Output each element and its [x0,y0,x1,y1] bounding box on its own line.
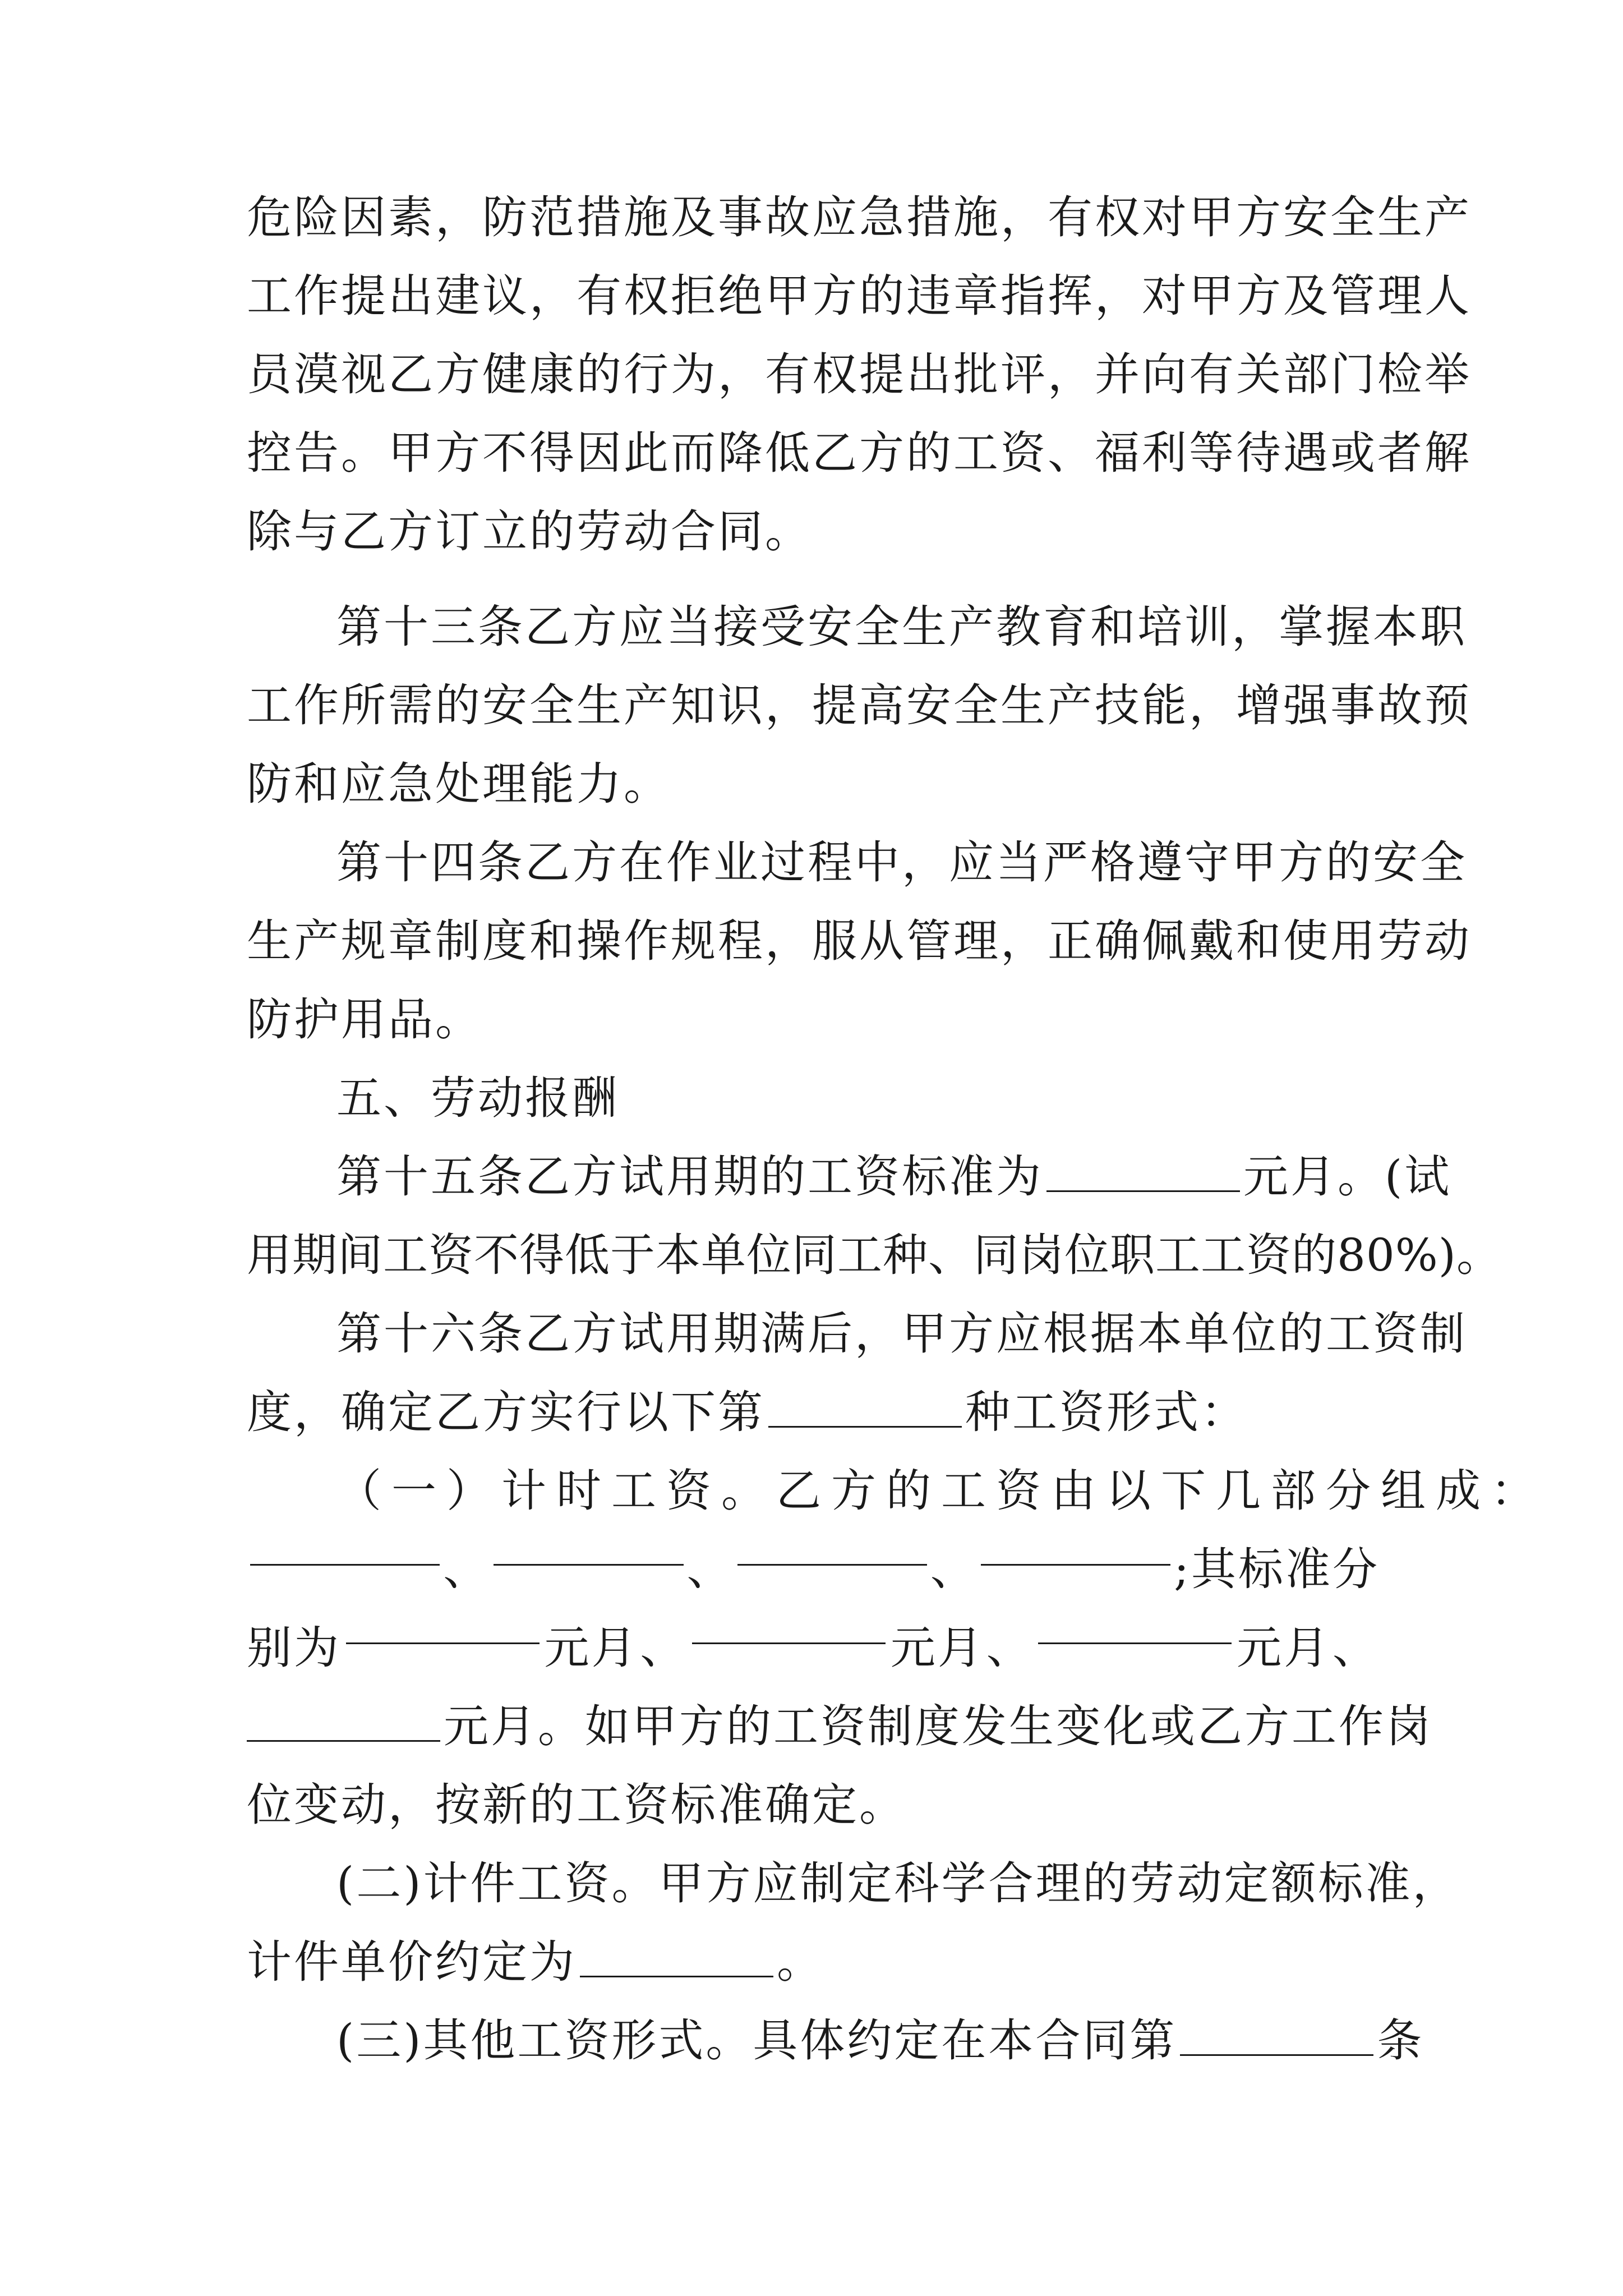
glyph: 挥 [1048,270,1095,322]
glyph: 守 [1184,836,1232,889]
glyph: ， [765,915,812,967]
glyph: 安 [1373,836,1420,889]
glyph: 教 [996,601,1043,653]
glyph: 定 [1224,1857,1271,1910]
glyph: 产 [1048,679,1095,731]
glyph: 方 [1236,270,1283,322]
glyph: 过 [760,836,808,889]
glyph: 福 [1095,427,1142,479]
glyph: 应 [619,601,666,653]
glyph: 计 [423,1857,471,1910]
glyph: 指 [1000,270,1048,322]
glyph: 高 [859,679,906,731]
glyph: 识 [718,679,765,731]
glyph: 方 [572,601,619,653]
glyph: 产 [949,601,996,653]
glyph: 规 [671,915,718,967]
glyph: ， [435,191,482,243]
glyph: 规 [341,915,388,967]
glyph: 权 [624,270,671,322]
glyph: 资 [564,1857,612,1910]
glyph: 合 [988,1857,1036,1910]
text-line [247,666,1472,745]
glyph: 安 [1283,191,1330,243]
text-line: 防护用品。 [247,993,482,1046]
glyph: 的 [577,348,624,401]
glyph: 全 [1330,191,1377,243]
glyph: 等 [1189,427,1236,479]
blank-field[interactable] [1038,1609,1232,1644]
glyph: 甲 [1189,191,1236,243]
glyph: 对 [1142,270,1189,322]
glyph: 三 [431,601,478,653]
glyph: 程 [718,915,765,967]
text-line [247,178,1472,257]
glyph: 范 [529,191,577,243]
blank-field[interactable] [247,1706,440,1742]
glyph: 理 [1377,270,1424,322]
glyph: 技 [1095,679,1142,731]
glyph: 的 [1326,836,1373,889]
glyph: 检 [1377,348,1424,401]
glyph: ， [1232,601,1279,653]
glyph: 人 [1424,270,1472,322]
glyph: ， [1000,191,1048,243]
glyph: 第 [336,1308,384,1360]
glyph: 据 [1090,1308,1137,1360]
glyph: 告 [294,427,341,479]
glyph: 生 [247,915,294,967]
glyph: 事 [1330,679,1377,731]
glyph: 职 [1420,601,1467,653]
glyph: 为 [671,348,718,401]
glyph: 条 [478,601,525,653]
glyph: 业 [713,836,760,889]
glyph: ， [1412,1857,1460,1910]
text-line [247,257,1472,335]
glyph: 培 [1137,601,1184,653]
glyph: 能 [1142,679,1189,731]
glyph: 控 [247,427,294,479]
glyph: 乙 [812,427,859,479]
glyph: ， [855,1308,902,1360]
glyph: 所 [341,679,388,731]
glyph: 而 [671,427,718,479]
section-heading: 五、劳动报酬 [336,1072,619,1124]
article-13 [336,588,1467,666]
glyph: 漠 [294,348,341,401]
glyph: 有 [577,270,624,322]
glyph: 生 [902,601,949,653]
glyph: 不 [482,427,529,479]
glyph: 应 [996,1308,1043,1360]
glyph: 章 [953,270,1000,322]
glyph: 标 [1318,1857,1366,1910]
glyph: 事 [718,191,765,243]
glyph: 全 [953,679,1000,731]
glyph: 程 [808,836,855,889]
glyph: 险 [294,191,341,243]
glyph: 门 [1330,348,1377,401]
glyph: 制 [800,1857,847,1910]
blank-field[interactable] [981,1530,1170,1566]
glyph: 满 [760,1308,808,1360]
glyph: 科 [894,1857,942,1910]
text-line: 防和应急处理能力。 [247,758,671,810]
text-line: 除与乙方订立的劳动合同。 [247,505,812,558]
glyph: 甲 [388,427,435,479]
glyph: ( [336,1857,357,1910]
glyph: 第 [336,836,384,889]
glyph: 育 [1043,601,1090,653]
glyph: 戴 [1189,915,1236,967]
item-3: (三)其他工资形式。具体约定在本合同第 条 [336,2014,1424,2067]
glyph: 因 [341,191,388,243]
glyph: 乙 [525,601,572,653]
glyph: 出 [388,270,435,322]
glyph: 应 [753,1857,800,1910]
glyph: 生 [1000,679,1048,731]
text-line: 、 、 、 ;其标准分 [247,1530,1380,1609]
glyph: 得 [529,427,577,479]
glyph: 视 [341,348,388,401]
glyph: 全 [1420,836,1467,889]
glyph: 产 [1424,191,1472,243]
glyph: 佩 [1142,915,1189,967]
glyph: 。 [611,1857,659,1910]
text-line [247,335,1472,414]
glyph: ， [1189,679,1236,731]
glyph: 的 [906,427,953,479]
glyph: 提 [859,348,906,401]
glyph: 接 [713,601,760,653]
glyph: 六 [431,1308,478,1360]
glyph: 定 [847,1857,895,1910]
glyph: 危 [247,191,294,243]
glyph: 强 [1283,679,1330,731]
glyph: 劳 [1377,915,1424,967]
glyph: 中 [855,836,902,889]
glyph: 工 [953,427,1000,479]
glyph: ， [902,836,949,889]
glyph: 的 [1082,1857,1130,1910]
glyph: 劳 [1129,1857,1177,1910]
glyph: ， [765,679,812,731]
blank-field[interactable] [346,1609,540,1644]
glyph: 故 [765,191,812,243]
glyph: 第 [336,601,384,653]
text-line: 别为 元月 、 元月 、 元月 、 [247,1609,1380,1687]
glyph: 措 [577,191,624,243]
article-14 [336,823,1467,902]
glyph: 施 [624,191,671,243]
glyph: 工 [1326,1308,1373,1360]
glyph: 作 [624,915,671,967]
glyph: 当 [996,836,1043,889]
glyph: 需 [388,679,435,731]
glyph: 和 [1090,601,1137,653]
glyph: 关 [1236,348,1283,401]
glyph: 部 [1283,348,1330,401]
glyph: 产 [294,915,341,967]
glyph: ， [1048,348,1095,401]
glyph: ， [529,270,577,322]
glyph: 甲 [765,270,812,322]
glyph: 降 [718,427,765,479]
glyph: 故 [1377,679,1424,731]
glyph: 方 [572,1308,619,1360]
glyph: 甲 [658,1857,706,1910]
glyph: 素 [388,191,435,243]
glyph: 此 [624,427,671,479]
glyph: 提 [812,679,859,731]
item-1-title: （一）计时工资。乙方的工资由以下几部分组成： [336,1465,1546,1517]
glyph: 提 [341,270,388,322]
blank-field[interactable] [1180,2021,1373,2056]
glyph: 当 [666,601,713,653]
glyph: 理 [1035,1857,1083,1910]
glyph: 管 [1330,270,1377,322]
glyph: 度 [482,915,529,967]
glyph: 的 [1279,1308,1326,1360]
glyph: 制 [435,915,482,967]
glyph: 全 [529,679,577,731]
blank-field[interactable] [692,1609,886,1644]
glyph: 作 [294,270,341,322]
glyph: 、 [1048,427,1095,479]
glyph: 生 [577,679,624,731]
glyph: 待 [1236,427,1283,479]
glyph: 方 [1236,191,1283,243]
glyph: 评 [1000,348,1048,401]
glyph: 章 [388,915,435,967]
glyph: 防 [482,191,529,243]
glyph: ， [1095,270,1142,322]
glyph: 有 [1048,191,1095,243]
glyph: 作 [666,836,713,889]
glyph: 理 [953,915,1000,967]
glyph: 根 [1043,1308,1090,1360]
glyph: 康 [529,348,577,401]
glyph: 使 [1283,915,1330,967]
glyph: 方 [859,427,906,479]
glyph: 对 [1142,191,1189,243]
glyph: 方 [949,1308,996,1360]
glyph: ) [403,1857,423,1910]
glyph: 和 [1236,915,1283,967]
glyph: 服 [812,915,859,967]
glyph: 应 [812,191,859,243]
glyph: 用 [666,1308,713,1360]
article-15: 第十五条乙方试用期的工资标准为 元月。(试 [336,1151,1452,1203]
blank-field[interactable] [250,1530,440,1566]
glyph: 动 [1424,915,1472,967]
text-line: 用期间工资不得低于本单位同工种、同岗位职工工资的80%)。 [247,1229,1502,1281]
glyph: 产 [624,679,671,731]
glyph: 增 [1236,679,1283,731]
glyph: 操 [577,915,624,967]
text-line: 位变动，按新的工资标准确定。 [247,1779,906,1831]
glyph: 施 [953,191,1000,243]
text-line: 元月。如甲方的工资制度发生变化或乙方工作岗 [247,1687,1380,1766]
glyph: 受 [760,601,808,653]
glyph: 本 [1137,1308,1184,1360]
glyph: 出 [906,348,953,401]
glyph: 方 [1279,836,1326,889]
text-line [247,414,1472,493]
glyph: 乙 [525,1308,572,1360]
glyph: 利 [1142,427,1189,479]
blank-field[interactable] [580,1942,773,1977]
glyph: 十 [384,601,431,653]
glyph: 额 [1271,1857,1318,1910]
glyph: 遇 [1283,427,1330,479]
glyph: 或 [1330,427,1377,479]
glyph: 本 [1373,601,1420,653]
glyph: 安 [906,679,953,731]
glyph: 握 [1326,601,1373,653]
glyph: 作 [294,679,341,731]
glyph: 后 [808,1308,855,1360]
glyph: 件 [470,1857,518,1910]
glyph: 条 [478,1308,525,1360]
glyph: 的 [859,270,906,322]
glyph: 绝 [718,270,765,322]
glyph: 知 [671,679,718,731]
glyph: 制 [1420,1308,1467,1360]
glyph: 低 [765,427,812,479]
glyph: 及 [1283,270,1330,322]
glyph: 准 [1365,1857,1413,1910]
glyph: 工 [247,270,294,322]
glyph: 学 [941,1857,989,1910]
glyph: 方 [812,270,859,322]
glyph: 正 [1048,915,1095,967]
glyph: 预 [1424,679,1472,731]
glyph: 方 [435,348,482,401]
text-line: 度，确定乙方实行以下第 种工资形式： [247,1386,1248,1438]
glyph: 健 [482,348,529,401]
glyph: 乙 [388,348,435,401]
glyph: 权 [812,348,859,401]
glyph: 拒 [671,270,718,322]
glyph: 资 [1000,427,1048,479]
glyph: ， [1000,915,1048,967]
glyph: 生 [1377,191,1424,243]
glyph: 工 [517,1857,565,1910]
glyph: 掌 [1279,601,1326,653]
glyph: 及 [671,191,718,243]
glyph: 方 [572,836,619,889]
glyph: 有 [1189,348,1236,401]
glyph: 期 [713,1308,760,1360]
glyph: 安 [482,679,529,731]
glyph: 确 [1095,915,1142,967]
glyph: 四 [431,836,478,889]
glyph: 方 [435,427,482,479]
glyph: 和 [529,915,577,967]
glyph: 甲 [1189,270,1236,322]
blank-field[interactable] [768,1392,962,1428]
glyph: 举 [1424,348,1472,401]
glyph: 急 [859,191,906,243]
glyph: 单 [1184,1308,1232,1360]
glyph: 因 [577,427,624,479]
glyph: 议 [482,270,529,322]
glyph: 管 [906,915,953,967]
glyph: 十 [384,1308,431,1360]
glyph: 资 [1373,1308,1420,1360]
blank-field[interactable] [494,1530,683,1566]
glyph: 措 [906,191,953,243]
glyph: 工 [247,679,294,731]
glyph: 条 [478,836,525,889]
blank-field[interactable] [737,1530,927,1566]
glyph: 建 [435,270,482,322]
glyph: 并 [1095,348,1142,401]
blank-field[interactable] [1046,1157,1240,1192]
glyph: 的 [435,679,482,731]
glyph: 权 [1095,191,1142,243]
text-line [247,902,1472,981]
glyph: 遵 [1137,836,1184,889]
glyph: 严 [1043,836,1090,889]
glyph: 甲 [902,1308,949,1360]
glyph: 安 [808,601,855,653]
glyph: 乙 [525,836,572,889]
glyph: 格 [1090,836,1137,889]
glyph: 者 [1377,427,1424,479]
glyph: 试 [619,1308,666,1360]
glyph: ， [718,348,765,401]
glyph: 十 [384,836,431,889]
glyph: 在 [619,836,666,889]
glyph: 批 [953,348,1000,401]
glyph: 行 [624,348,671,401]
article-16 [336,1295,1467,1373]
glyph: 甲 [1232,836,1279,889]
glyph: 用 [1330,915,1377,967]
glyph: 有 [765,348,812,401]
glyph: 全 [855,601,902,653]
text-line: 计件单价约定为 。 [247,1936,824,1988]
glyph: 解 [1424,427,1472,479]
glyph: 位 [1232,1308,1279,1360]
glyph: 动 [1177,1857,1224,1910]
glyph: 训 [1184,601,1232,653]
glyph: 二 [356,1857,404,1910]
item-2 [336,1844,1460,1923]
glyph: 方 [706,1857,753,1910]
glyph: 。 [341,427,388,479]
glyph: 员 [247,348,294,401]
glyph: 向 [1142,348,1189,401]
glyph: 应 [949,836,996,889]
glyph: 违 [906,270,953,322]
glyph: 从 [859,915,906,967]
